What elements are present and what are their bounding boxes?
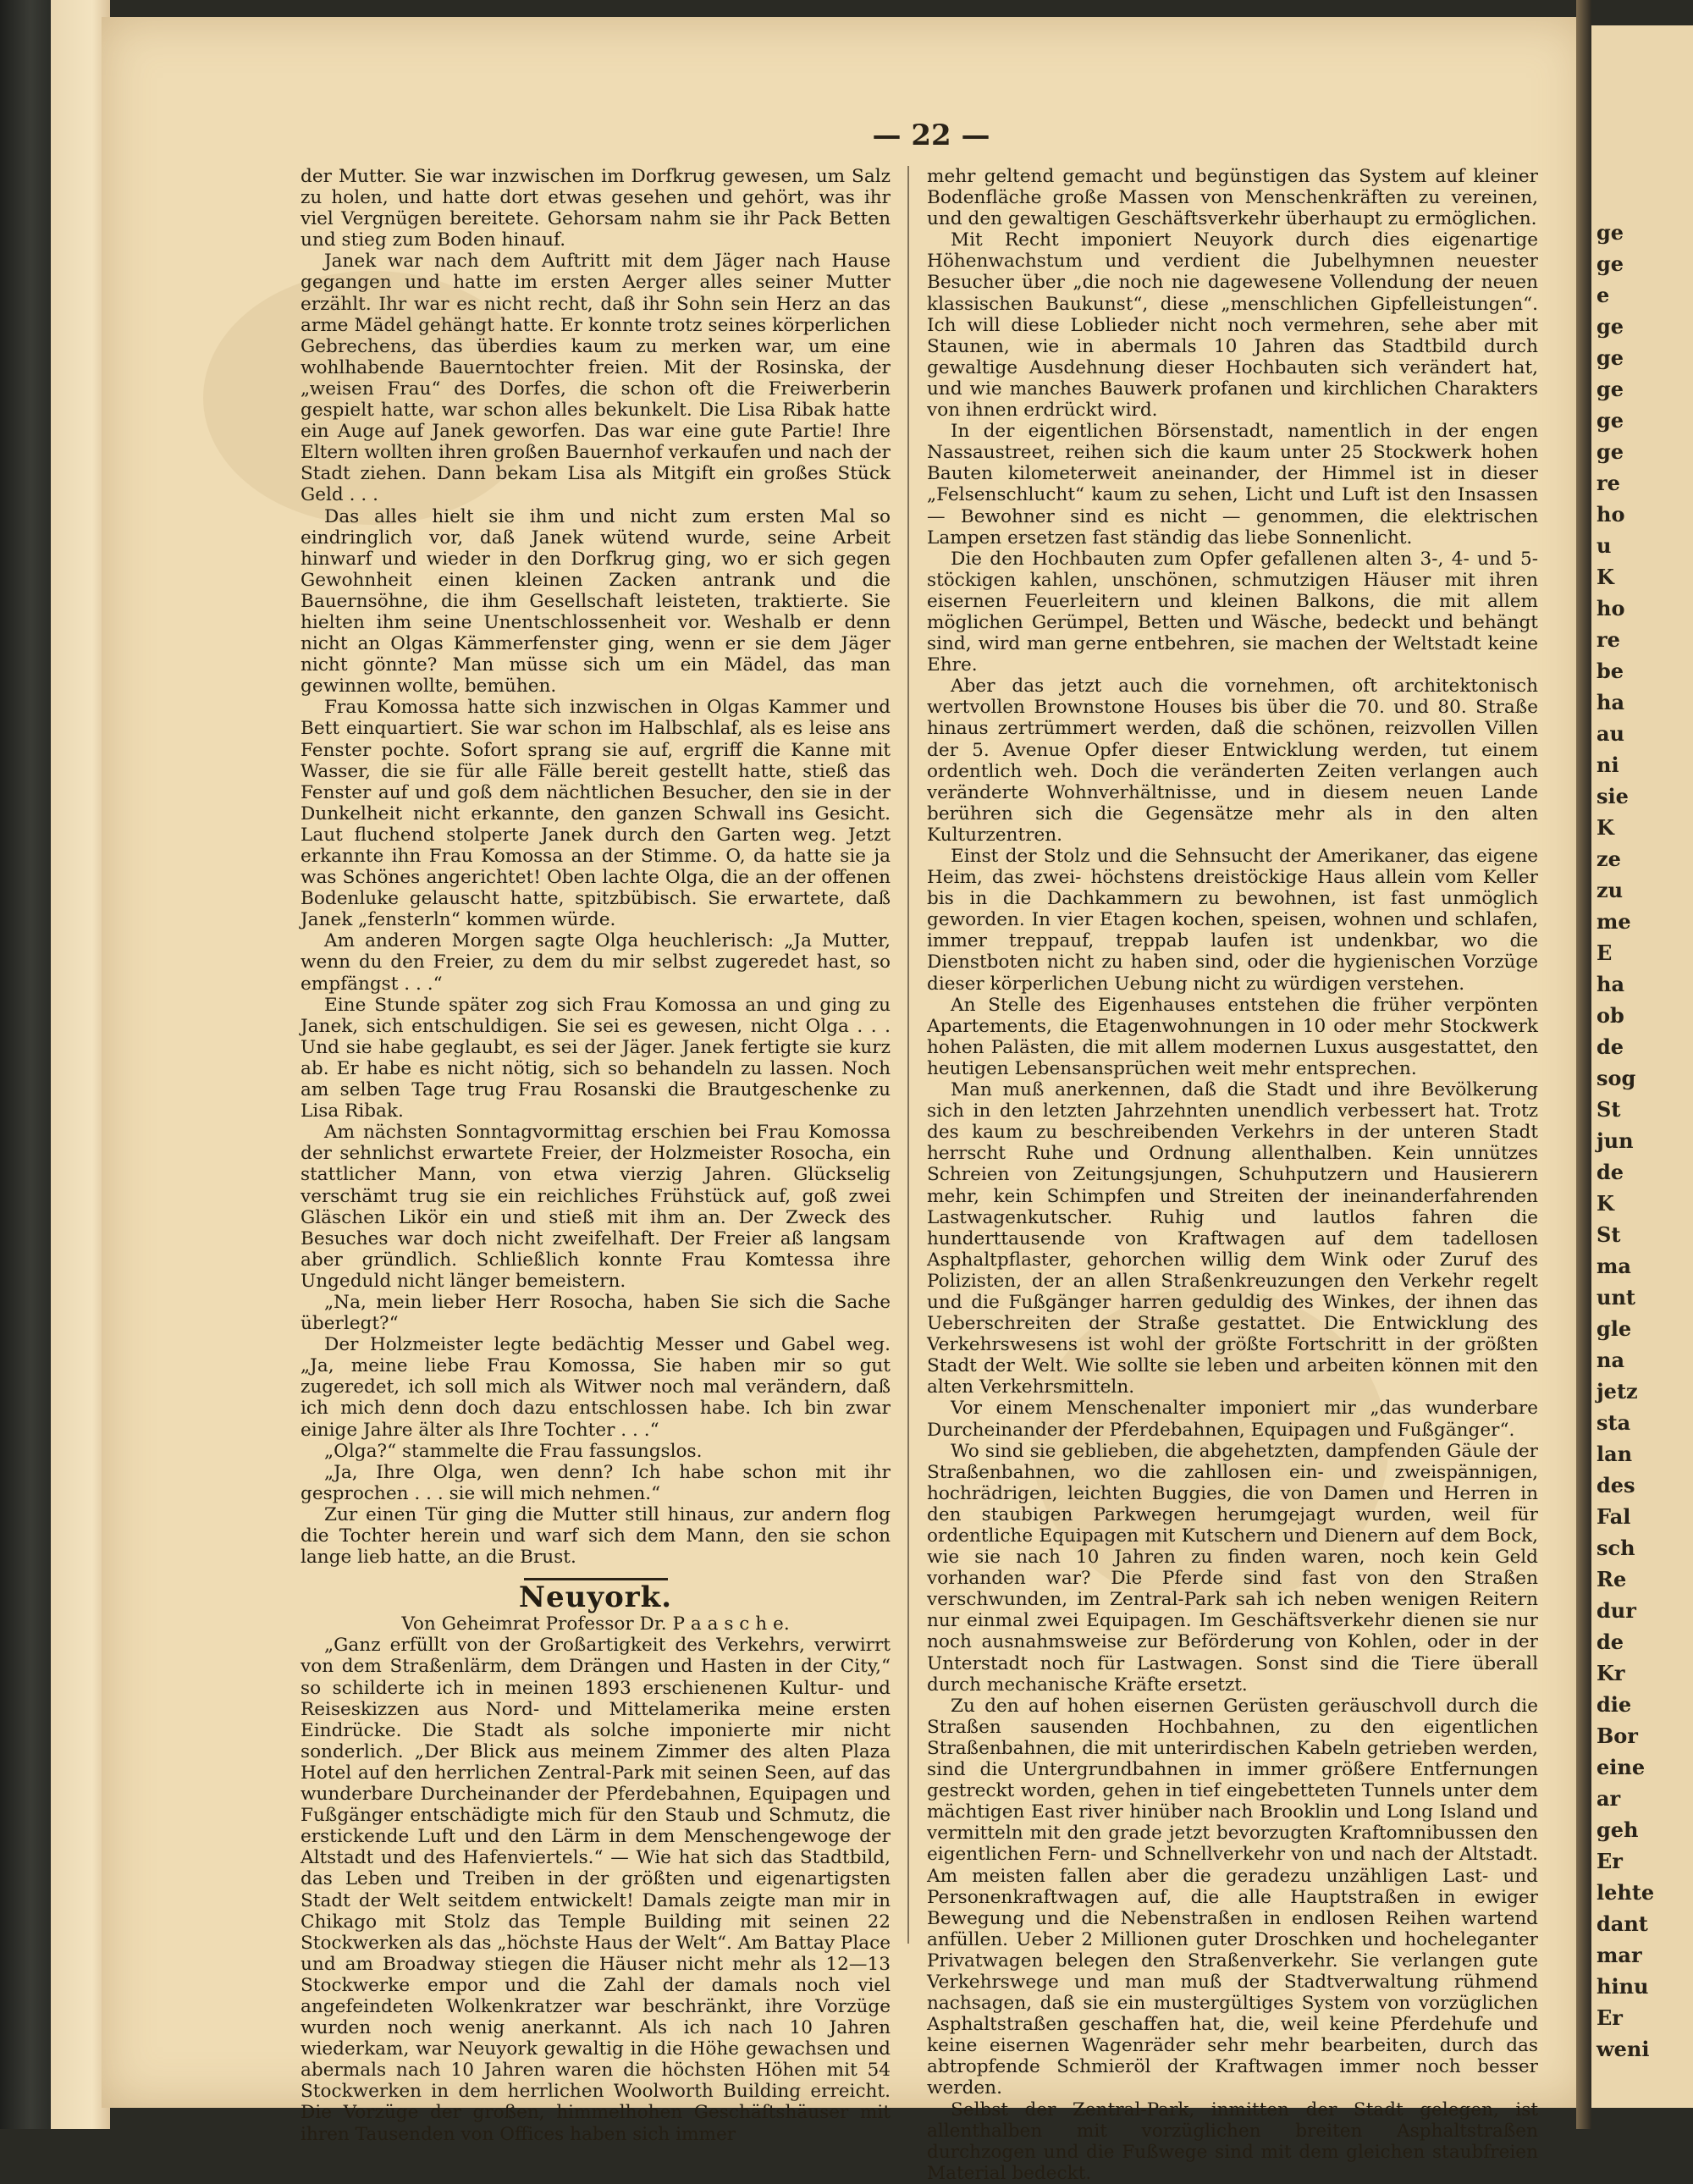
article-paragraphs-right	[927, 166, 1538, 2184]
next-page-fragment: de	[1596, 1160, 1624, 1184]
next-page-fragment: ha	[1596, 690, 1624, 714]
paragraph: Einst der Stolz und die Sehnsucht der Amerikaner, das eigene Heim, das zwei- höchstens dreistöckige Haus allein vom Keller bis in die Dachkammern zu bewohnen, ist fast unmöglich geworden. In vier Etagen kochen, speisen, wohnen und schlafen, immer treppauf, treppab laufen ist undenkbar, wo die Dienstboten nicht zu haben sind, oder die hygienischen Vorzüge dieser körperlichen Uebung nicht zu würdigen verstehen.	[927, 846, 1538, 995]
book-gutter	[1576, 0, 1591, 2129]
left-column	[301, 166, 891, 2145]
paragraph: mehr geltend gemacht und begünstigen das System auf kleiner Bodenfläche große Massen von Menschenkräften zu vereinen, und den gewaltigen Geschäftsverkehr überhaupt zu ermöglichen.	[927, 166, 1538, 230]
next-page-fragment: dant	[1596, 1911, 1648, 1936]
paragraph: Mit Recht imponiert Neuyork durch dies eigenartige Höhenwachstum und verdient die Jubelhymnen neuester Besucher über „die noch nie dagewesene Vollendung der neuen klassischen Baukunst“, diese „menschlichen Gipfelleistungen“. Ich will diese Loblieder nicht noch vermehren, sehe aber mit Staunen, wie in abermals 10 Jahren das Stadtbild durch gewaltige Ausdehnung dieser Hochbauten sich verändert hat, und wie manches Bauwerk profanen und kirchlichen Charakters von ihnen erdrückt wird.	[927, 229, 1538, 422]
paragraph: Zu den auf hohen eisernen Gerüsten geräuschvoll durch die Straßen sausenden Hochbahnen, zu den eigentlichen Straßenbahnen, die mit unterirdischen Kabeln getrieben werden, sind die Untergrundbahnen in immer größere Entfernungen gestreckt worden, gehen in tief eingebetteten Tunnels unter dem mächtigen East river hinüber nach Brooklin und Long Island und vermitteln mit den grade jetzt bevorzugten Kraftomnibussen den eigentlichen Fern- und Schnellverkehr von und nach der Altstadt. Am meisten fallen aber die geradezu unzähligen Last- und Personenkraftwagen auf, die alle Hauptstraßen in ewiger Bewegung und die Nebenstraßen in endlosen Reihen wartend anfüllen. Ueber 2 Millionen guter Droschken und hocheleganter Privatwagen belegen den Straßenverkehr. Sie verlangen gute Verkehrswege und man muß der Stadtverwaltung rühmend nachsagen, daß sie ein mustergültiges System von vorzüglichen Asphaltstraßen geschaffen hat, die, weil keine Pferdehufe und keine eisernen Wagenräder sehr mehr bearbeiten, durch das abtropfende Schmieröl der Kraftwagen immer noch besser werden.	[927, 1695, 1538, 2099]
next-page-fragment: ge	[1596, 439, 1624, 464]
next-page-fragment: jetz	[1596, 1379, 1638, 1404]
paragraph: An Stelle des Eigenhauses entstehen die früher verpönten Apartements, die Etagenwohnungen in 10 oder mehr Stockwerk hohen Palästen, die mit allem modernen Luxus ausgestattet, den heutigen Lebensansprüchen weit mehr entsprechen.	[927, 994, 1538, 1079]
next-page-fragment: ge	[1596, 345, 1624, 370]
paragraph: Am anderen Morgen sagte Olga heuchlerisch: „Ja Mutter, wenn du den Freier, zu dem du mir selbst zugeredet hast, so empfängst . . .“	[301, 930, 891, 995]
next-page-fragment: K	[1596, 1191, 1614, 1216]
next-page-fragment: ge	[1596, 377, 1624, 401]
next-page-fragment: St	[1596, 1097, 1621, 1122]
story-paragraphs	[301, 166, 891, 1568]
next-page-fragment: mar	[1596, 1943, 1642, 1967]
column-divider	[907, 166, 909, 1944]
next-page-fragment: ge	[1596, 408, 1624, 433]
next-page-fragment: sta	[1596, 1410, 1631, 1435]
next-page-fragment: St	[1596, 1222, 1621, 1247]
next-page-fragment: geh	[1596, 1817, 1639, 1842]
next-page-fragment: unt	[1596, 1285, 1635, 1310]
paragraph: „Na, mein lieber Herr Rosocha, haben Sie sich die Sache überlegt?“	[301, 1291, 891, 1335]
next-page-edge	[1591, 25, 1693, 2108]
paragraph: Frau Komossa hatte sich inzwischen in Olgas Kammer und Bett einquartiert. Sie war schon im Halbschlaf, als es leise ans Fenster pochte. Sofort sprang sie auf, ergriff die Kanne mit Wasser, die sie für alle Fälle bereit gestellt hatte, stieß das Fenster auf und goß dem nächtlichen Besucher, den sie in der Dunkelheit nicht erkannte, den ganzen Schwall ins Gesicht. Laut fluchend stolperte Janek durch den Garten weg. Jetzt erkannte ihn Frau Komossa an der Stimme. O, da hatte sie ja was Schönes angerichtet! Oben lachte Olga, die an der offenen Bodenluke gelauscht hatte, spitzbübisch. Sie erwartete, daß Janek „fensterln“ kommen würde.	[301, 697, 891, 931]
next-page-fragment: eine	[1596, 1755, 1646, 1779]
next-page-fragment: ar	[1596, 1786, 1621, 1811]
next-page-fragment: Fal	[1596, 1504, 1631, 1529]
next-page-fragment: me	[1596, 909, 1631, 934]
next-page-fragment: des	[1596, 1473, 1635, 1497]
paragraph: „Ja, Ihre Olga, wen denn? Ich habe schon mit ihr gesprochen . . . sie will mich nehmen.“	[301, 1461, 891, 1504]
next-page-fragment: lehte	[1596, 1880, 1655, 1905]
next-page-fragment: gle	[1596, 1316, 1632, 1341]
next-page-fragment: sch	[1596, 1536, 1635, 1560]
paragraph: „Olga?“ stammelte die Frau fassungslos.	[324, 1440, 703, 1462]
next-page-fragment: re	[1596, 627, 1620, 652]
next-page-fragment: e	[1596, 283, 1610, 307]
article-paragraphs-left	[301, 1635, 891, 2144]
next-page-fragment: na	[1596, 1348, 1624, 1372]
paragraph: Selbst der Zentral-Park, inmitten der Stadt gelegen, ist allenthalben mit vorzüglichen breiten Asphaltstraßen durchzogen und die Fußwege sind mit dem gleichen staubfreien Material bedeckt.	[927, 2099, 1538, 2184]
next-page-fragment: Bor	[1596, 1723, 1638, 1748]
next-page-fragment: K	[1596, 565, 1614, 589]
next-page-fragment: Kr	[1596, 1661, 1625, 1685]
next-page-fragment: hinu	[1596, 1974, 1649, 1999]
next-page-fragment: Er	[1596, 2005, 1623, 2030]
next-page-fragment: Er	[1596, 1849, 1623, 1873]
next-page-fragment: jun	[1596, 1128, 1634, 1153]
next-page-fragment: lan	[1596, 1442, 1633, 1466]
next-page-fragment: de	[1596, 1034, 1624, 1059]
next-page-fragment: sie	[1596, 784, 1629, 808]
paragraph: Man muß anerkennen, daß die Stadt und ihre Bevölkerung sich in den letzten Jahrzehnten unendlich verbessert hat. Trotz des kaum zu beschreibenden Verkehrs in der unteren Stadt herrscht Ruhe und Ordnung allenthalben. Kein unnützes Schreien von Zeitungsjungen, Schuhputzern und Hausierern mehr, kein Schimpfen und Streiten der ineinanderfahrenden Lastwagenkutscher. Ruhig und lautlos fahren die hunderttausende von Kraftwagen auf dem tadellosen Asphaltpflaster, gehorchen willig dem Wink oder Zuruf des Polizisten, der an allen Straßenkreuzungen den Verkehr regelt und die Fußgänger harren geduldig des Winkes, der ihnen das Ueberschreiten der Straße gestattet. Die Entwicklung des Verkehrswesens ist wohl der größte Fortschritt in der größten Stadt der Welt. Wie sollte sie leben und arbeiten können mit den alten Verkehrsmitteln.	[927, 1079, 1538, 1398]
next-page-fragment: ho	[1596, 596, 1625, 620]
next-page-fragment: dur	[1596, 1598, 1636, 1623]
article-title: Neuyork.	[518, 1580, 673, 1615]
next-page-fragment: weni	[1596, 2037, 1650, 2061]
book-binding	[0, 0, 51, 2129]
next-page-fragment: K	[1596, 815, 1614, 840]
paragraph: „Ganz erfüllt von der Großartigkeit des Verkehrs, verwirrt von dem Straßenlärm, dem Drängen und Hasten in der City,“ so schilderte ich in meinen 1893 erschienenen Kultur- und Reiseskizzen aus Nord- und Mittelamerika meine ersten Eindrücke. Die Stadt als solche imponierte mir nicht sonderlich. „Der Blick aus meinem Zimmer des alten Plaza Hotel auf den herrlichen Zentral-Park mit seinen Seen, auf das wunderbare Durcheinander der Pferdebahnen, Equipagen und Fußgänger entschädigte mich für den Staub und Schmutz, die erstickende Luft und den Lärm in dem Menschengewoge der Altstadt und des Hafenviertels.“ — Wie hat sich das Stadtbild, das Leben und Treiben in der größten und eigenartigsten Stadt der Welt seitdem entwickelt! Damals zeigte man mir in Chikago mit Stolz das Temple Building mit seinen 22 Stockwerken als das „höchste Haus der Welt“. Am Battay Place und am Broadway stiegen die Häuser nicht mehr als 12—13 Stockwerke empor und die Zahl der damals noch viel angefeindeten Wolkenkratzer war beschränkt, ihre Vorzüge wurden noch wenig anerkannt. Als ich nach 10 Jahren wiederkam, war Neuyork gewaltig in die Höhe gewachsen und abermals nach 10 Jahren waren die höchsten Höhen mit 54 Stockwerken in dem herrlichen Woolworth Building erreicht. Die Vorzüge der großen, himmelhohen Geschäftshäuser mit ihren Tausenden von Offices haben sich immer	[301, 1635, 891, 2145]
paragraph: der Mutter. Sie war inzwischen im Dorfkrug gewesen, um Salz zu holen, und hatte dort etwas gesehen und gehört, was ihr viel Vergnügen bereitete. Gehorsam nahm sie ihr Pack Betten und stieg zum Boden hinauf.	[301, 166, 891, 251]
next-page-fragment: ge	[1596, 314, 1624, 339]
paragraph: Vor einem Menschenalter imponiert mir „das wunderbare Durcheinander der Pferdebahnen, Equipagen und Fußgänger“.	[927, 1398, 1538, 1441]
next-page-fragment: be	[1596, 659, 1624, 683]
paragraph: In der eigentlichen Börsenstadt, namentlich in der engen Nassaustreet, reihen sich die kaum unter 25 Stockwerk hohen Bauten kilometerweit aneinander, der Himmel ist in dieser „Felsenschlucht“ kaum zu sehen, Licht und Luft ist den Insassen — Bewohner sind es nicht — genommen, die elektrischen Lampen ersetzen fast ständig das liebe Sonnenlicht.	[927, 421, 1538, 549]
next-page-fragment: de	[1596, 1630, 1624, 1654]
next-page-fragment: sog	[1596, 1066, 1636, 1090]
next-page-fragment: ha	[1596, 972, 1624, 996]
next-page-fragment: die	[1596, 1692, 1632, 1717]
paragraph: Zur einen Tür ging die Mutter still hinaus, zur andern flog die Tochter herein und warf sich dem Mann, den sie schon lange lieb hatte, an die Brust.	[301, 1503, 891, 1569]
next-page-fragment: re	[1596, 471, 1620, 495]
paragraph: Am nächsten Sonntagvormittag erschien bei Frau Komossa der sehnlichst erwartete Freier, der Holzmeister Rosocha, ein stattlicher Mann, von etwa vierzig Jahren. Glückselig verschämt trug sie ein reichliches Frühstück auf, goß zwei Gläschen Likör ein und stieß mit ihm an. Der Zweck des Besuches war doch nicht zweifelhaft. Der Freier aß langsam aber gründlich. Schließlich konnte Frau Komtessa ihre Ungeduld nicht länger bemeistern.	[301, 1122, 891, 1292]
paragraph: Aber das jetzt auch die vornehmen, oft architektonisch wertvollen Brownstone Houses bis über die 70. und 80. Straße hinaus zertrümmert werden, daß die schönen, reizvollen Villen der 5. Avenue Opfer dieser Entwicklung werden, tut einem ordentlich weh. Doch die veränderten Zeiten verlangen auch veränderte Wohnverhältnisse, und in diesem neuen Lande berühren sich die Gegensätze mehr als in den alten Kulturzentren.	[927, 676, 1538, 846]
right-column	[927, 166, 1538, 2184]
next-page-fragment: E	[1596, 940, 1613, 965]
paragraph: Der Holzmeister legte bedächtig Messer und Gabel weg. „Ja, meine liebe Frau Komossa, Sie haben mir so gut zugeredet, ich soll mich als Witwer noch mal verändern, daß ich mich denn doch dazu entschlossen habe. Ich bin zwar einige Jahre älter als Ihre Tochter . . .“	[301, 1334, 891, 1441]
article-byline: Von Geheimrat Professor Dr. P a a s c h e.	[401, 1613, 790, 1635]
next-page-fragment: ho	[1596, 502, 1625, 527]
paragraph: Wo sind sie geblieben, die abgehetzten, dampfenden Gäule der Straßenbahnen, wo die zahllosen ein- und zweispännigen, hochrädrigen, leichten Buggies, die von Damen und Herren in den staubigen Parkwegen herumgejagt wurden, weil für ordentliche Equipagen mit Kutschern und Dienern auf dem Bock, wie sie nach 10 Jahren zu finden waren, noch kein Geld vorhanden war? Die Pferde sind fast von den Straßen verschwunden, im Zentral-Park sah ich neben wenigen Reitern nur einmal zwei Equipagen. Im Geschäftsverkehr dienen sie nur noch ausnahmsweise zur Beförderung von Kohlen, oder in der Unterstadt noch für Lastwagen. Sonst sind die Tiere überall durch mechanische Kräfte ersetzt.	[927, 1440, 1538, 1696]
paragraph: Janek war nach dem Auftritt mit dem Jäger nach Hause gegangen und hatte im ersten Aerger alles seiner Mutter erzählt. Ihr war es nicht recht, daß ihr Sohn sein Herz an das arme Mädel gehängt hatte. Er konnte trotz seines körperlichen Gebrechens, das überdies kaum zu merken war, um eine wohlhabende Bauerntochter freien. Mit der Rosinska, der „weisen Frau“ des Dorfes, die schon oft die Freiwerberin gespielt hatte, war schon alles bekunkelt. Die Lisa Ribak hatte ein Auge auf Janek geworfen. Das war eine gute Partie! Ihre Eltern wollten ihren großen Bauernhof verkaufen und nach der Stadt ziehen. Dann bekam Lisa als Mitgift ein großes Stück Geld . . .	[301, 251, 891, 506]
next-page-fragment: Re	[1596, 1567, 1627, 1591]
next-page-fragment: u	[1596, 533, 1612, 558]
next-page-fragment: zu	[1596, 878, 1624, 902]
next-page-fragment: ze	[1596, 847, 1621, 871]
next-page-fragment: ma	[1596, 1254, 1631, 1278]
next-page-fragment: ge	[1596, 251, 1624, 276]
paragraph: Die den Hochbauten zum Opfer gefallenen alten 3-, 4- und 5-stöckigen kahlen, unschönen, schmutzigen Häuser mit ihren eisernen Feuerleitern und kleinen Balkons, die mit allem möglichen Gerümpel, Betten und Wäsche, bedeckt und behängt sind, wird man gerne entbehren, sie machen der Weltstadt keine Ehre.	[927, 548, 1538, 676]
next-page-fragment: ob	[1596, 1003, 1624, 1028]
next-page-fragment: au	[1596, 721, 1624, 746]
next-page-fragment: ge	[1596, 220, 1624, 245]
paragraph: Das alles hielt sie ihm und nicht zum ersten Mal so eindringlich vor, daß Janek wütend wurde, seine Arbeit hinwarf und wieder in den Dorfkrug ging, wo er sich gegen Gewohnheit einen kleinen Zacken antrank und die Bauernsöhne, die ihm Gesellschaft leisteten, traktierte. Sie hielten ihm seine Unentschlossenheit vor. Weshalb er denn nicht an Olgas Kämmerfenster ging, wenn er sie dem Jäger nicht gönnte? Man müsse sich um ein Mädel, das man gewinnen wollte, bemühen.	[301, 505, 891, 698]
next-page-fragment: ni	[1596, 753, 1619, 777]
paragraph: Eine Stunde später zog sich Frau Komossa an und ging zu Janek, sich entschuldigen. Sie sei es gewesen, nicht Olga . . . Und sie habe geglaubt, es sei der Jäger. Janek fertigte sie kurz ab. Er habe es nicht nötig, sich so behandeln zu lassen. Noch am selben Tage trug Frau Rosanski die Brautgeschenke zu Lisa Ribak.	[301, 994, 891, 1122]
page-number: — 22 —	[872, 119, 990, 152]
